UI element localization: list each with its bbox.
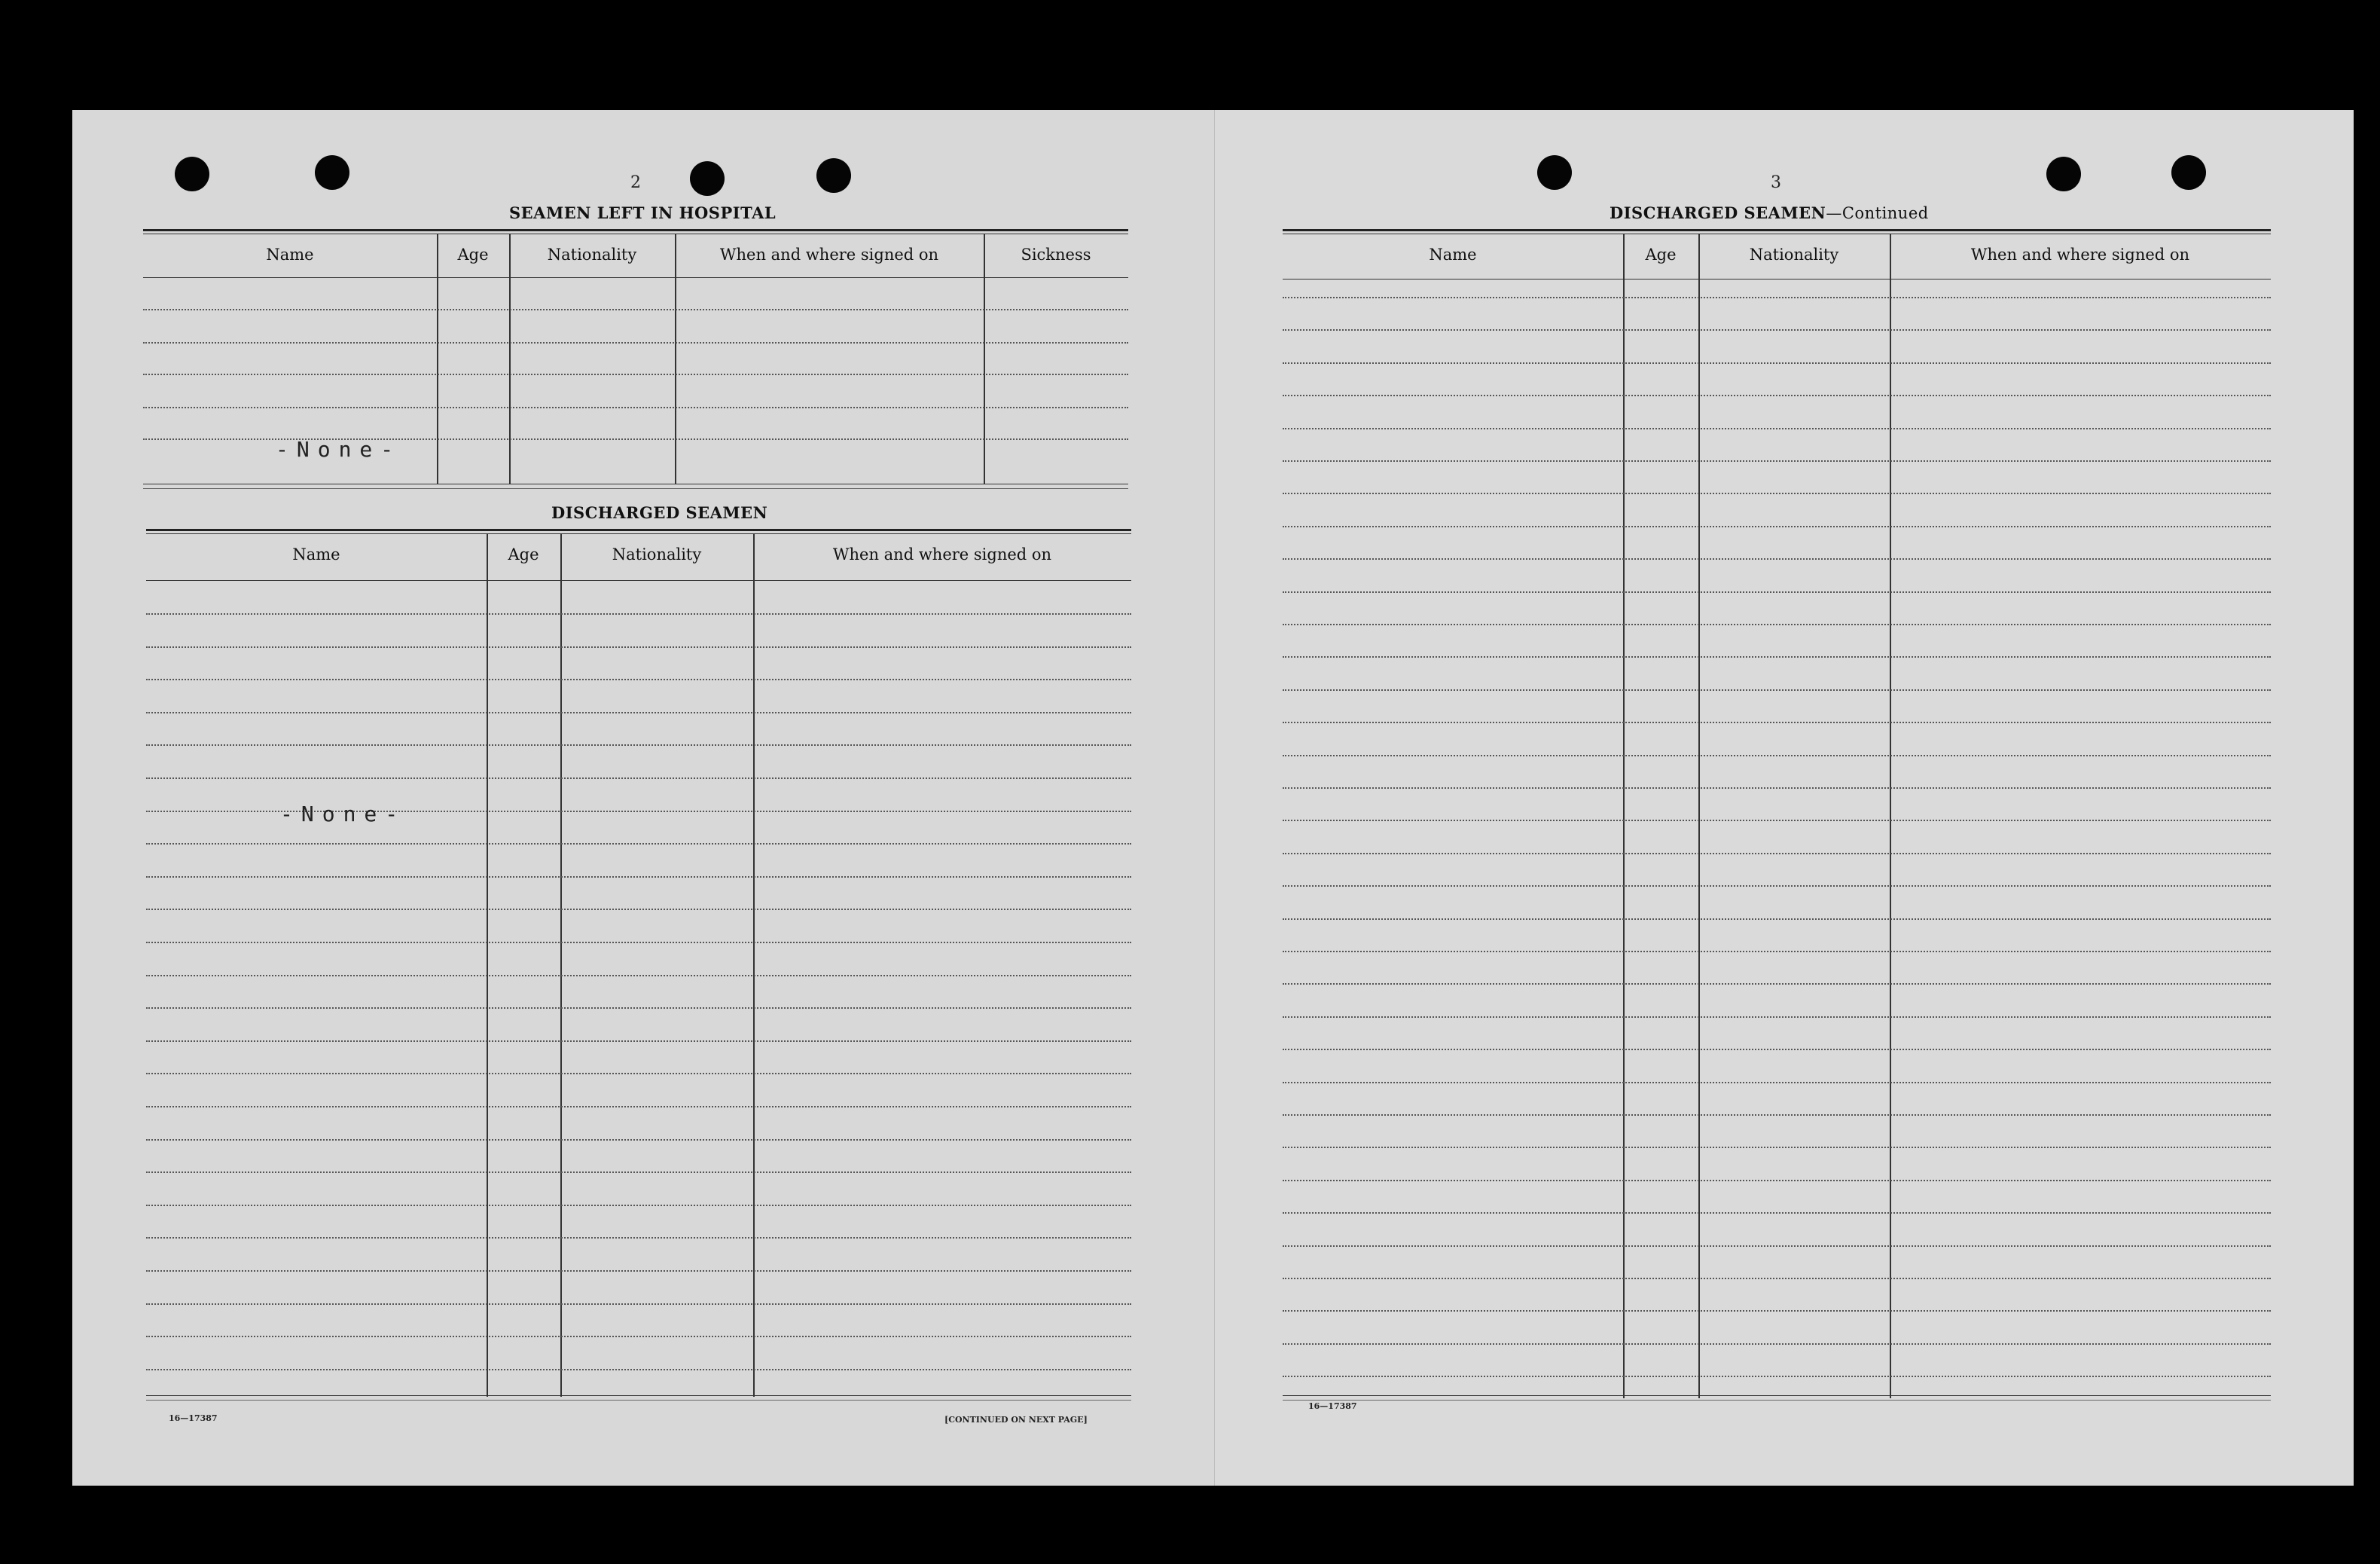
column-header-name: Name [1429,246,1477,264]
title-main: DISCHARGED SEAMEN [1610,203,1826,222]
table-row-rule [1283,1180,2271,1181]
column-header-sickness: Sickness [1021,246,1091,264]
table-row-rule [1283,591,2271,593]
table-row-rule [146,679,1131,680]
punch-hole [1537,155,1572,190]
table-row-rule [1283,558,2271,560]
column-header-signed-on: When and where signed on [719,246,939,264]
table-row-rule [1283,951,2271,952]
table-row-rule [1283,1147,2271,1148]
table-row-rule [1283,689,2271,691]
table-row-rule [1283,983,2271,985]
table-row-rule [1283,329,2271,331]
table-row-rule [146,1303,1131,1305]
table-row-rule [146,975,1131,976]
table-row-rule [146,1369,1131,1370]
discharged-section-title: DISCHARGED SEAMEN [551,503,768,522]
column-header-signed-on: When and where signed on [832,545,1052,564]
hospital-section-title: SEAMEN LEFT IN HOSPITAL [509,203,777,222]
table-row-rule [1283,1310,2271,1312]
table-row-rule [146,1106,1131,1107]
table-row-rule [1283,395,2271,396]
discharged-continued-table [1283,229,2271,1507]
table-row-rule [146,712,1131,713]
table-row-rule [1283,1278,2271,1279]
column-header-name: Name [292,545,340,564]
table-row-rule [146,1073,1131,1074]
table-row-rule [1283,853,2271,854]
table-row-rule [146,843,1131,845]
table-row-rule [1283,1343,2271,1345]
discharged-continued-title [1610,203,1929,222]
title-suffix: —Continued [1826,204,1929,222]
column-header-age: Age [508,545,539,564]
table-row-rule [1283,1245,2271,1247]
column-header-nationality: Nationality [1749,246,1839,264]
table-row-rule [1283,1082,2271,1083]
table-row-rule [1283,755,2271,756]
table-row-rule [146,1007,1131,1009]
table-row-rule [146,1139,1131,1141]
table-row-rule [1283,1376,2271,1377]
table-row-rule [146,1205,1131,1206]
column-header-age: Age [1645,246,1677,264]
form-number: 16—17387 [1308,1401,1357,1411]
discharged-table [146,529,1131,1442]
table-row-rule [1283,1049,2271,1050]
table-row-rule [1283,362,2271,364]
table-row-rule [1283,526,2271,527]
table-row-rule [1283,722,2271,723]
column-header-signed-on: When and where signed on [1970,246,2190,264]
table-row-rule [146,876,1131,878]
table-row-rule [146,1040,1131,1042]
table-row-rule [1283,428,2271,429]
table-row-rule [146,613,1131,615]
discharged-none-entry: -None- [280,802,407,826]
left-page [72,110,1214,1486]
hospital-none-entry: -None- [276,437,402,462]
page-number: 3 [1771,173,1781,192]
table-row-rule [1283,460,2271,462]
table-row-rule [146,1336,1131,1337]
table-row-rule [146,646,1131,648]
column-header-nationality: Nationality [547,246,637,264]
punch-hole [2171,155,2206,190]
table-row-rule [146,1171,1131,1173]
table-row-rule [1283,787,2271,789]
table-row-rule [146,909,1131,910]
table-row-rule [1283,820,2271,821]
table-row-rule [1283,656,2271,658]
table-row-rule [1283,493,2271,494]
form-number: 16—17387 [169,1413,218,1423]
hospital-table [143,229,1128,490]
punch-hole [816,158,851,193]
table-row-rule [146,744,1131,746]
table-row-rule [1283,918,2271,920]
table-row-rule [1283,1016,2271,1018]
punch-hole [2046,157,2081,191]
table-row-rule [1283,624,2271,625]
column-header-name: Name [266,246,314,264]
table-row-rule [1283,885,2271,887]
right-page [1214,110,2354,1486]
table-row-rule [146,1237,1131,1239]
punch-hole [315,155,349,190]
punch-hole [175,157,209,191]
column-header-age: Age [457,246,489,264]
continued-note: [CONTINUED ON NEXT PAGE] [944,1415,1088,1425]
table-row-rule [1283,1114,2271,1116]
column-header-nationality: Nationality [612,545,702,564]
table-row-rule [146,777,1131,779]
table-row-rule [146,1270,1131,1272]
table-row-rule [1283,1212,2271,1214]
page-number: 2 [630,173,641,192]
table-row-rule [146,942,1131,943]
table-row-rule [1283,297,2271,298]
punch-hole [690,161,725,196]
